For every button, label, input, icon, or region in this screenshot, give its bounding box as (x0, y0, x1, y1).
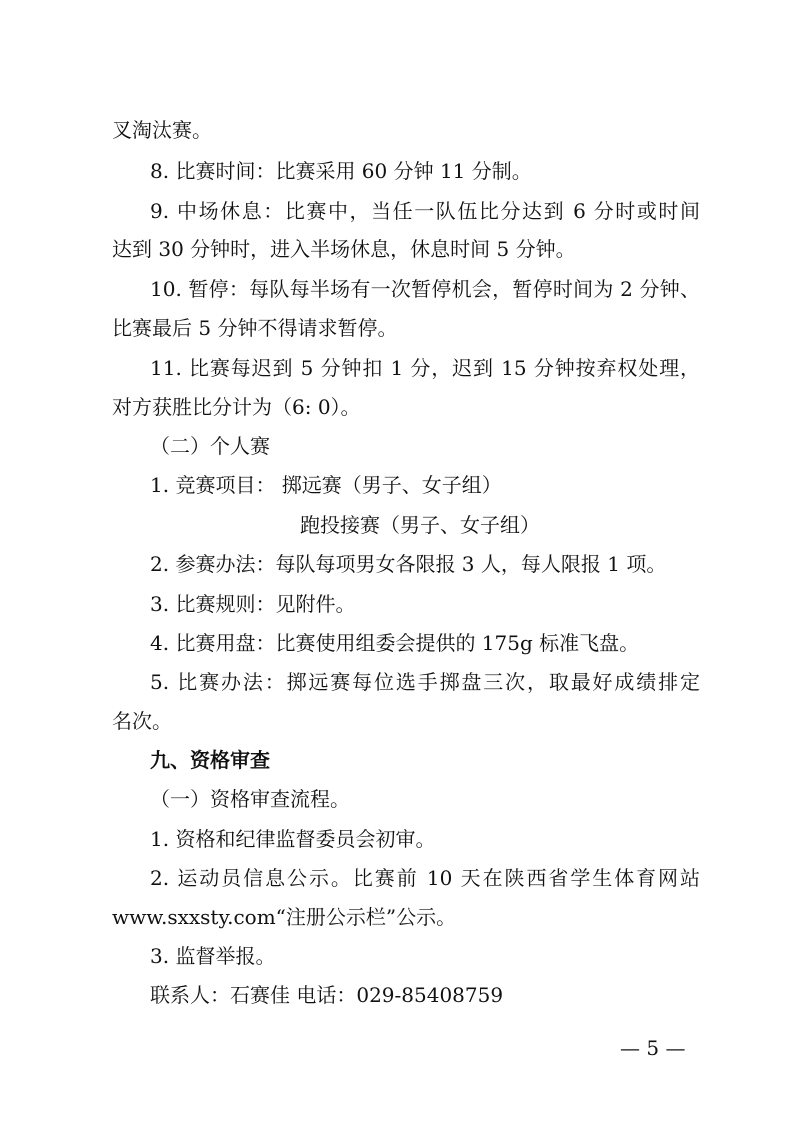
page-number: — 5 — (620, 1036, 686, 1060)
text-line: 10. 暂停：每队每半场有一次暂停机会，暂停时间为 2 分钟、 (150, 277, 700, 301)
text-line: 跑投接赛（男子、女子组） (300, 513, 540, 537)
text-line: 对方获胜比分计为（6: 0）。 (112, 395, 361, 419)
text-line: www.sxxsty.com“注册公示栏”公示。 (112, 905, 457, 929)
text-line: 3. 比赛规则：见附件。 (150, 592, 356, 616)
text-line: 2. 运动员信息公示。比赛前 10 天在陕西省学生体育网站 (150, 866, 700, 890)
text-line: 3. 监督举报。 (150, 944, 276, 968)
text-line: 2. 参赛办法：每队每项男女各限报 3 人，每人限报 1 项。 (150, 552, 667, 576)
section-heading: 九、资格审查 (150, 748, 270, 772)
text-line: 4. 比赛用盘：比赛使用组委会提供的 175g 标准飞盘。 (150, 631, 640, 655)
text-line: 达到 30 分钟时，进入半场休息，休息时间 5 分钟。 (112, 237, 576, 261)
text-line: 1. 资格和纪律监督委员会初审。 (150, 827, 436, 851)
contact-line: 联系人：石赛佳 电话：029-85408759 (150, 983, 504, 1007)
text-line: 叉淘汰赛。 (112, 118, 212, 142)
section-subheading: （一）资格审查流程。 (150, 787, 350, 811)
text-line: 1. 竞赛项目： 掷远赛（男子、女子组） (150, 473, 502, 497)
text-line: 9. 中场休息：比赛中，当任一队伍比分达到 6 分时或时间 (150, 199, 700, 223)
text-line: 比赛最后 5 分钟不得请求暂停。 (112, 316, 398, 340)
section-subheading: （二）个人赛 (150, 434, 270, 458)
text-line: 8. 比赛时间：比赛采用 60 分钟 11 分制。 (150, 159, 532, 183)
text-line: 5. 比赛办法：掷远赛每位选手掷盘三次，取最好成绩排定 (150, 670, 700, 694)
text-line: 11. 比赛每迟到 5 分钟扣 1 分，迟到 15 分钟按弃权处理， (150, 356, 700, 380)
text-line: 名次。 (112, 709, 172, 733)
